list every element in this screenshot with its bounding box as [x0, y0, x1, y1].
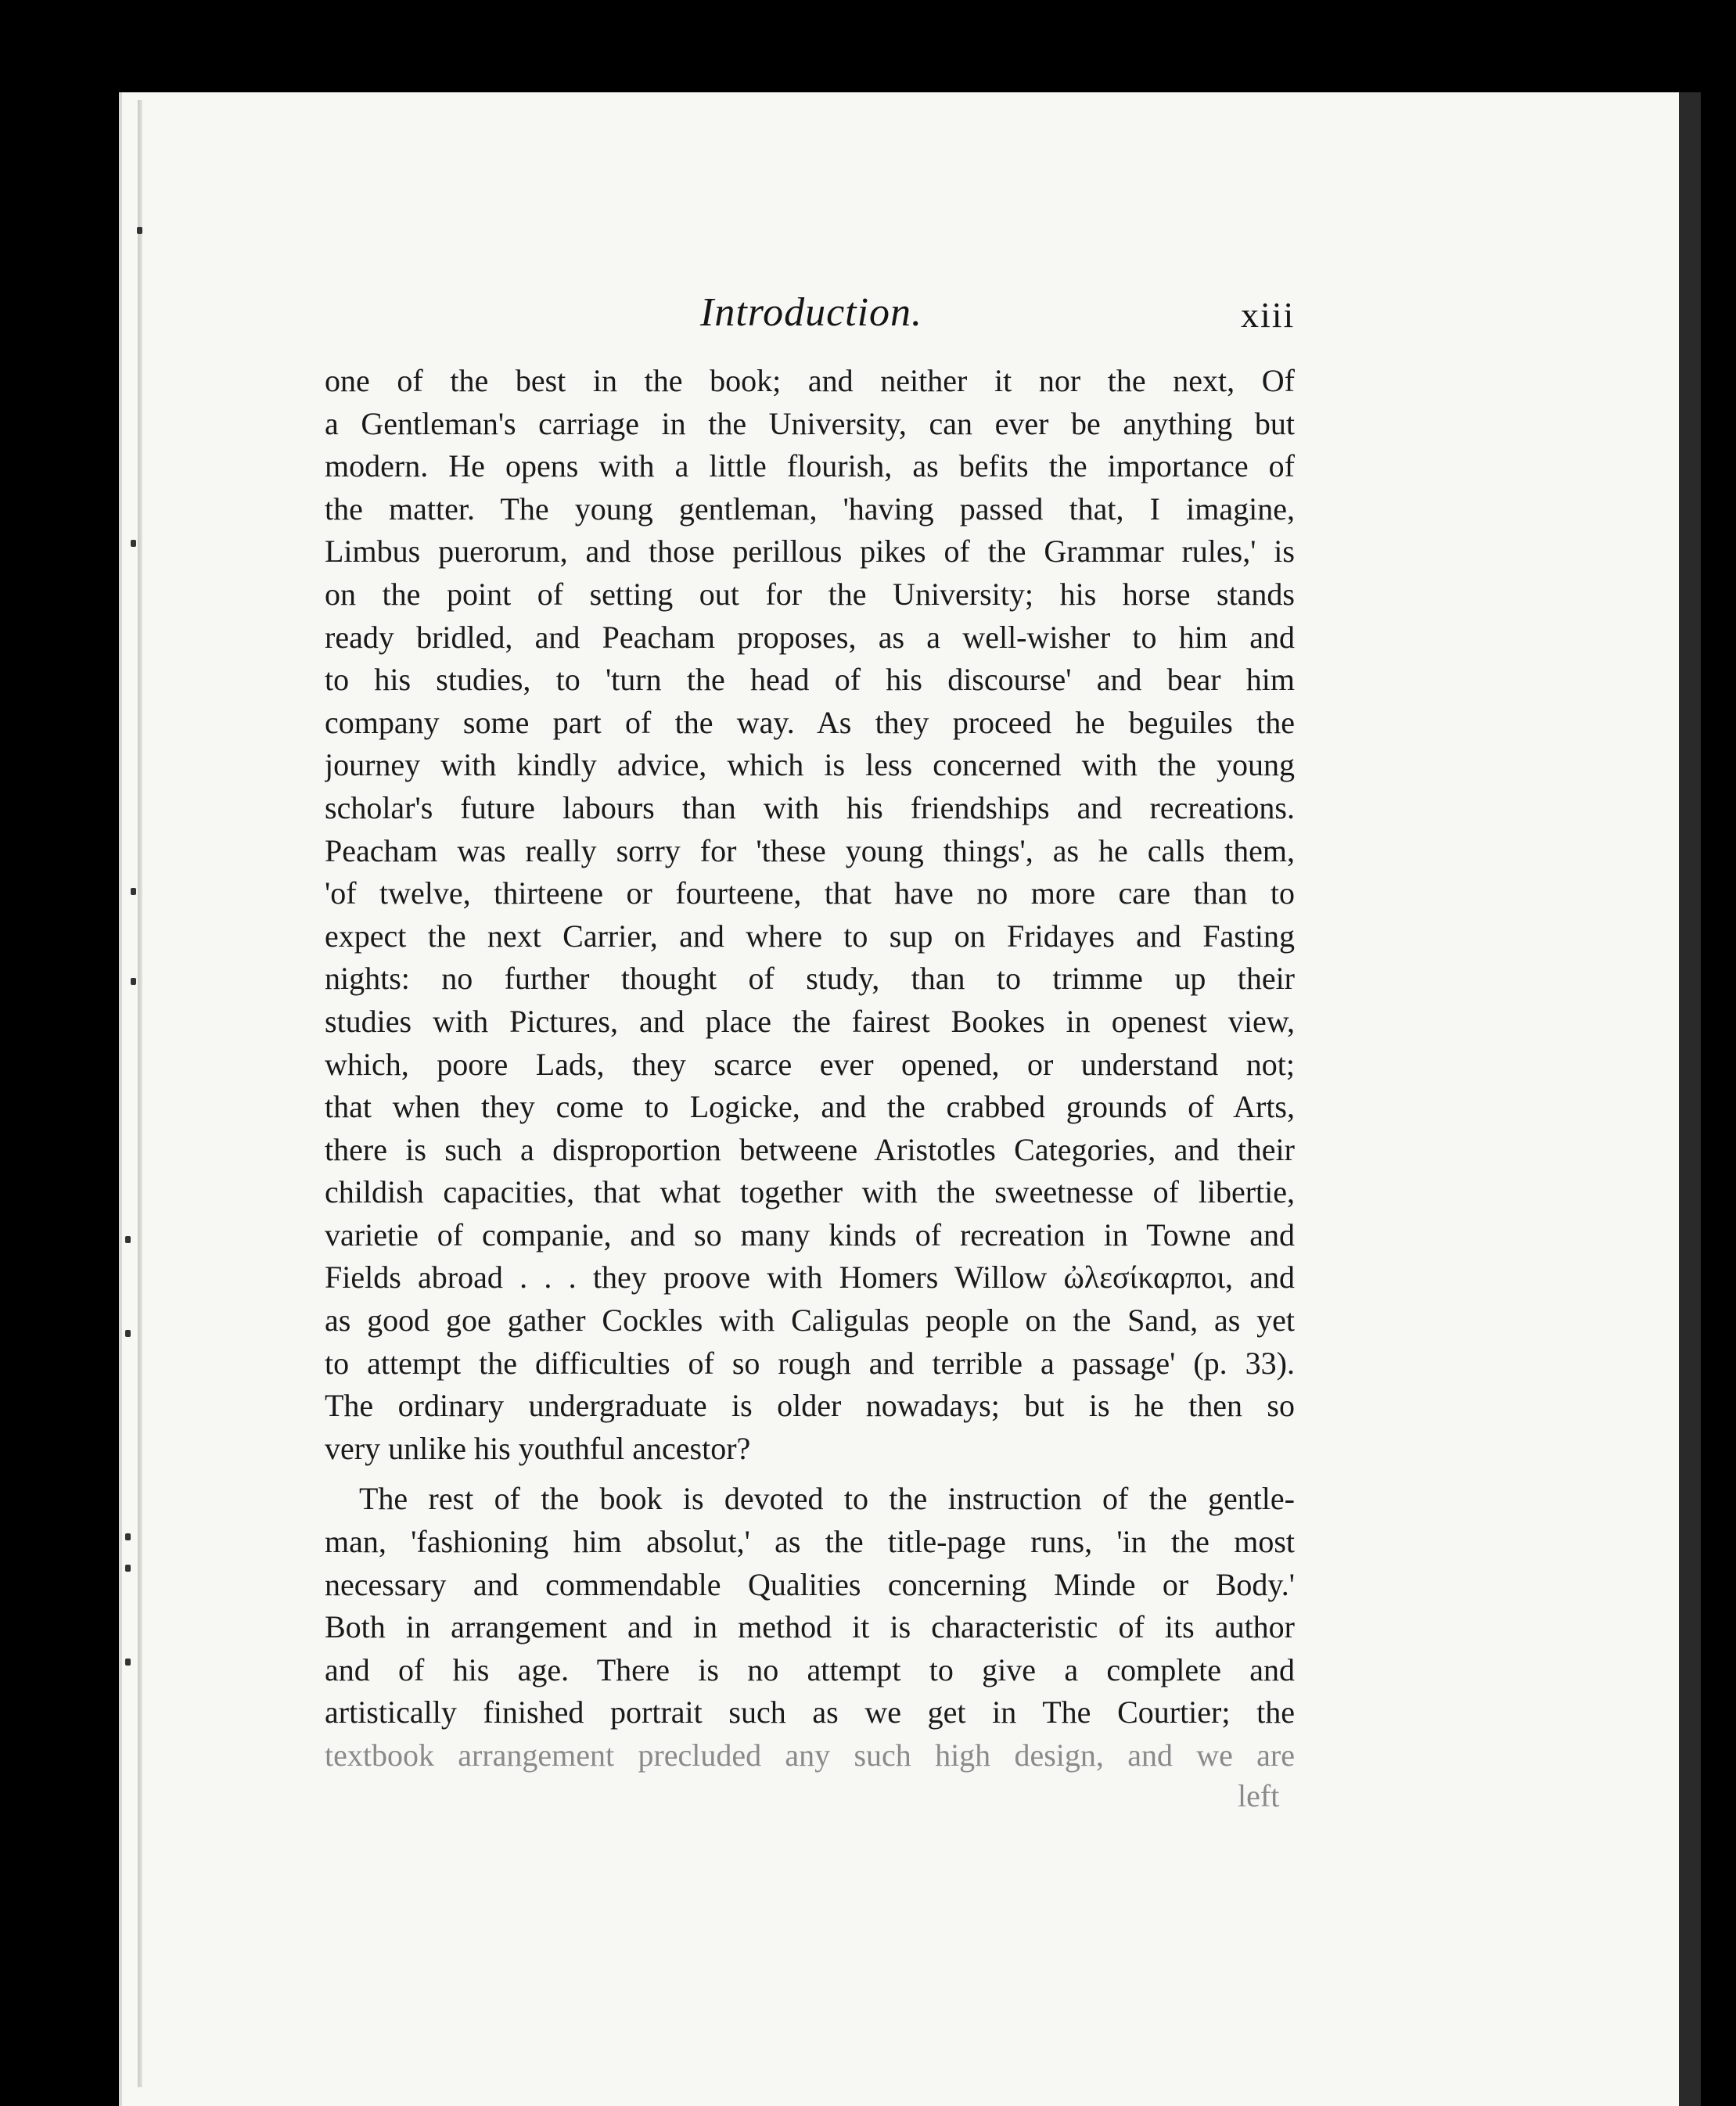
- gutter-speck: [125, 1565, 131, 1572]
- text-line: one of the best in the book; and neither it nor the next, Of: [325, 363, 1295, 398]
- text-line: on the point of setting out for the University; his horse stands: [325, 576, 1295, 612]
- text-line: as good goe gather Cockles with Caligulas people on the Sand, as yet: [325, 1303, 1295, 1339]
- gutter-speck: [131, 540, 136, 547]
- gutter-speck: [125, 1236, 131, 1243]
- text-line: varietie of companie, and so many kinds of recreation in Towne and: [325, 1217, 1295, 1252]
- page-header: [0, 289, 1736, 336]
- text-line: journey with kindly advice, which is less concerned with the young: [325, 747, 1295, 783]
- text-line: The rest of the book is devoted to the instruction of the gentle-: [359, 1481, 1295, 1517]
- page-edge-shadow: [1679, 92, 1701, 2106]
- text-line: to his studies, to 'turn the head of his discourse' and bear him: [325, 662, 1295, 698]
- text-line: necessary and commendable Qualities concerning Minde or Body.': [325, 1566, 1295, 1602]
- gutter-speck: [131, 888, 136, 895]
- gutter-speck: [125, 1330, 131, 1337]
- gutter-speck: [125, 1533, 131, 1540]
- text-line: expect the next Carrier, and where to sup on Fridayes and Fasting: [325, 918, 1295, 954]
- text-line: there is such a disproportion betweene Aristotles Categories, and their: [325, 1131, 1295, 1167]
- text-line: scholar's future labours than with his friendships and recreations.: [325, 789, 1295, 825]
- text-line: childish capacities, that what together with the sweetnesse of libertie,: [325, 1174, 1295, 1210]
- text-line: modern. He opens with a little flourish, as befits the importance of: [325, 448, 1295, 484]
- text-line: Fields abroad . . . they proove with Homers Willow ὠλεσίκαρποι, and: [325, 1260, 1295, 1296]
- text-line: and of his age. There is no attempt to give a complete and: [325, 1651, 1295, 1687]
- gutter-speck: [137, 227, 142, 234]
- running-head: Introduction.: [700, 290, 923, 335]
- text-line: Limbus puerorum, and those perillous pikes of the Grammar rules,' is: [325, 534, 1295, 570]
- text-line: 'of twelve, thirteene or fourteene, that have no more care than to: [325, 875, 1295, 911]
- text-line: The ordinary undergraduate is older nowadays; but is he then so: [325, 1388, 1295, 1424]
- text-line: very unlike his youthful ancestor?: [325, 1430, 751, 1466]
- binding-gutter: [138, 100, 142, 2087]
- text-line: that when they come to Logicke, and the crabbed grounds of Arts,: [325, 1089, 1295, 1125]
- gutter-speck: [125, 1659, 131, 1666]
- paragraph-break: [325, 1470, 1295, 1478]
- text-line: artistically finished portrait such as we get in The Courtier; the: [325, 1695, 1295, 1730]
- catchword: left: [1238, 1778, 1280, 1813]
- text-line: textbook arrangement precluded any such high design, and we are: [325, 1738, 1295, 1773]
- text-line: which, poore Lads, they scarce ever opened, or understand not;: [325, 1046, 1295, 1082]
- text-line: to attempt the difficulties of so rough and terrible a passage' (p. 33).: [325, 1345, 1295, 1381]
- text-line: Both in arrangement and in method it is characteristic of its author: [325, 1609, 1295, 1645]
- text-line: company some part of the way. As they proceed he beguiles the: [325, 704, 1295, 740]
- text-line: a Gentleman's carriage in the University, can ever be anything but: [325, 405, 1295, 441]
- gutter-speck: [131, 978, 136, 985]
- text-line: Peacham was really sorry for 'these young things', as he calls them,: [325, 832, 1295, 868]
- text-line: ready bridled, and Peacham proposes, as a well-wisher to him and: [325, 619, 1295, 655]
- text-line: the matter. The young gentleman, 'having passed that, I imagine,: [325, 491, 1295, 526]
- text-line: man, 'fashioning him absolut,' as the title-page runs, 'in the most: [325, 1524, 1295, 1560]
- page-number: xiii: [1241, 295, 1296, 335]
- body-text: [325, 360, 1295, 1777]
- text-line: studies with Pictures, and place the fairest Bookes in openest view,: [325, 1003, 1295, 1039]
- text-line: nights: no further thought of study, than to trimme up their: [325, 961, 1295, 997]
